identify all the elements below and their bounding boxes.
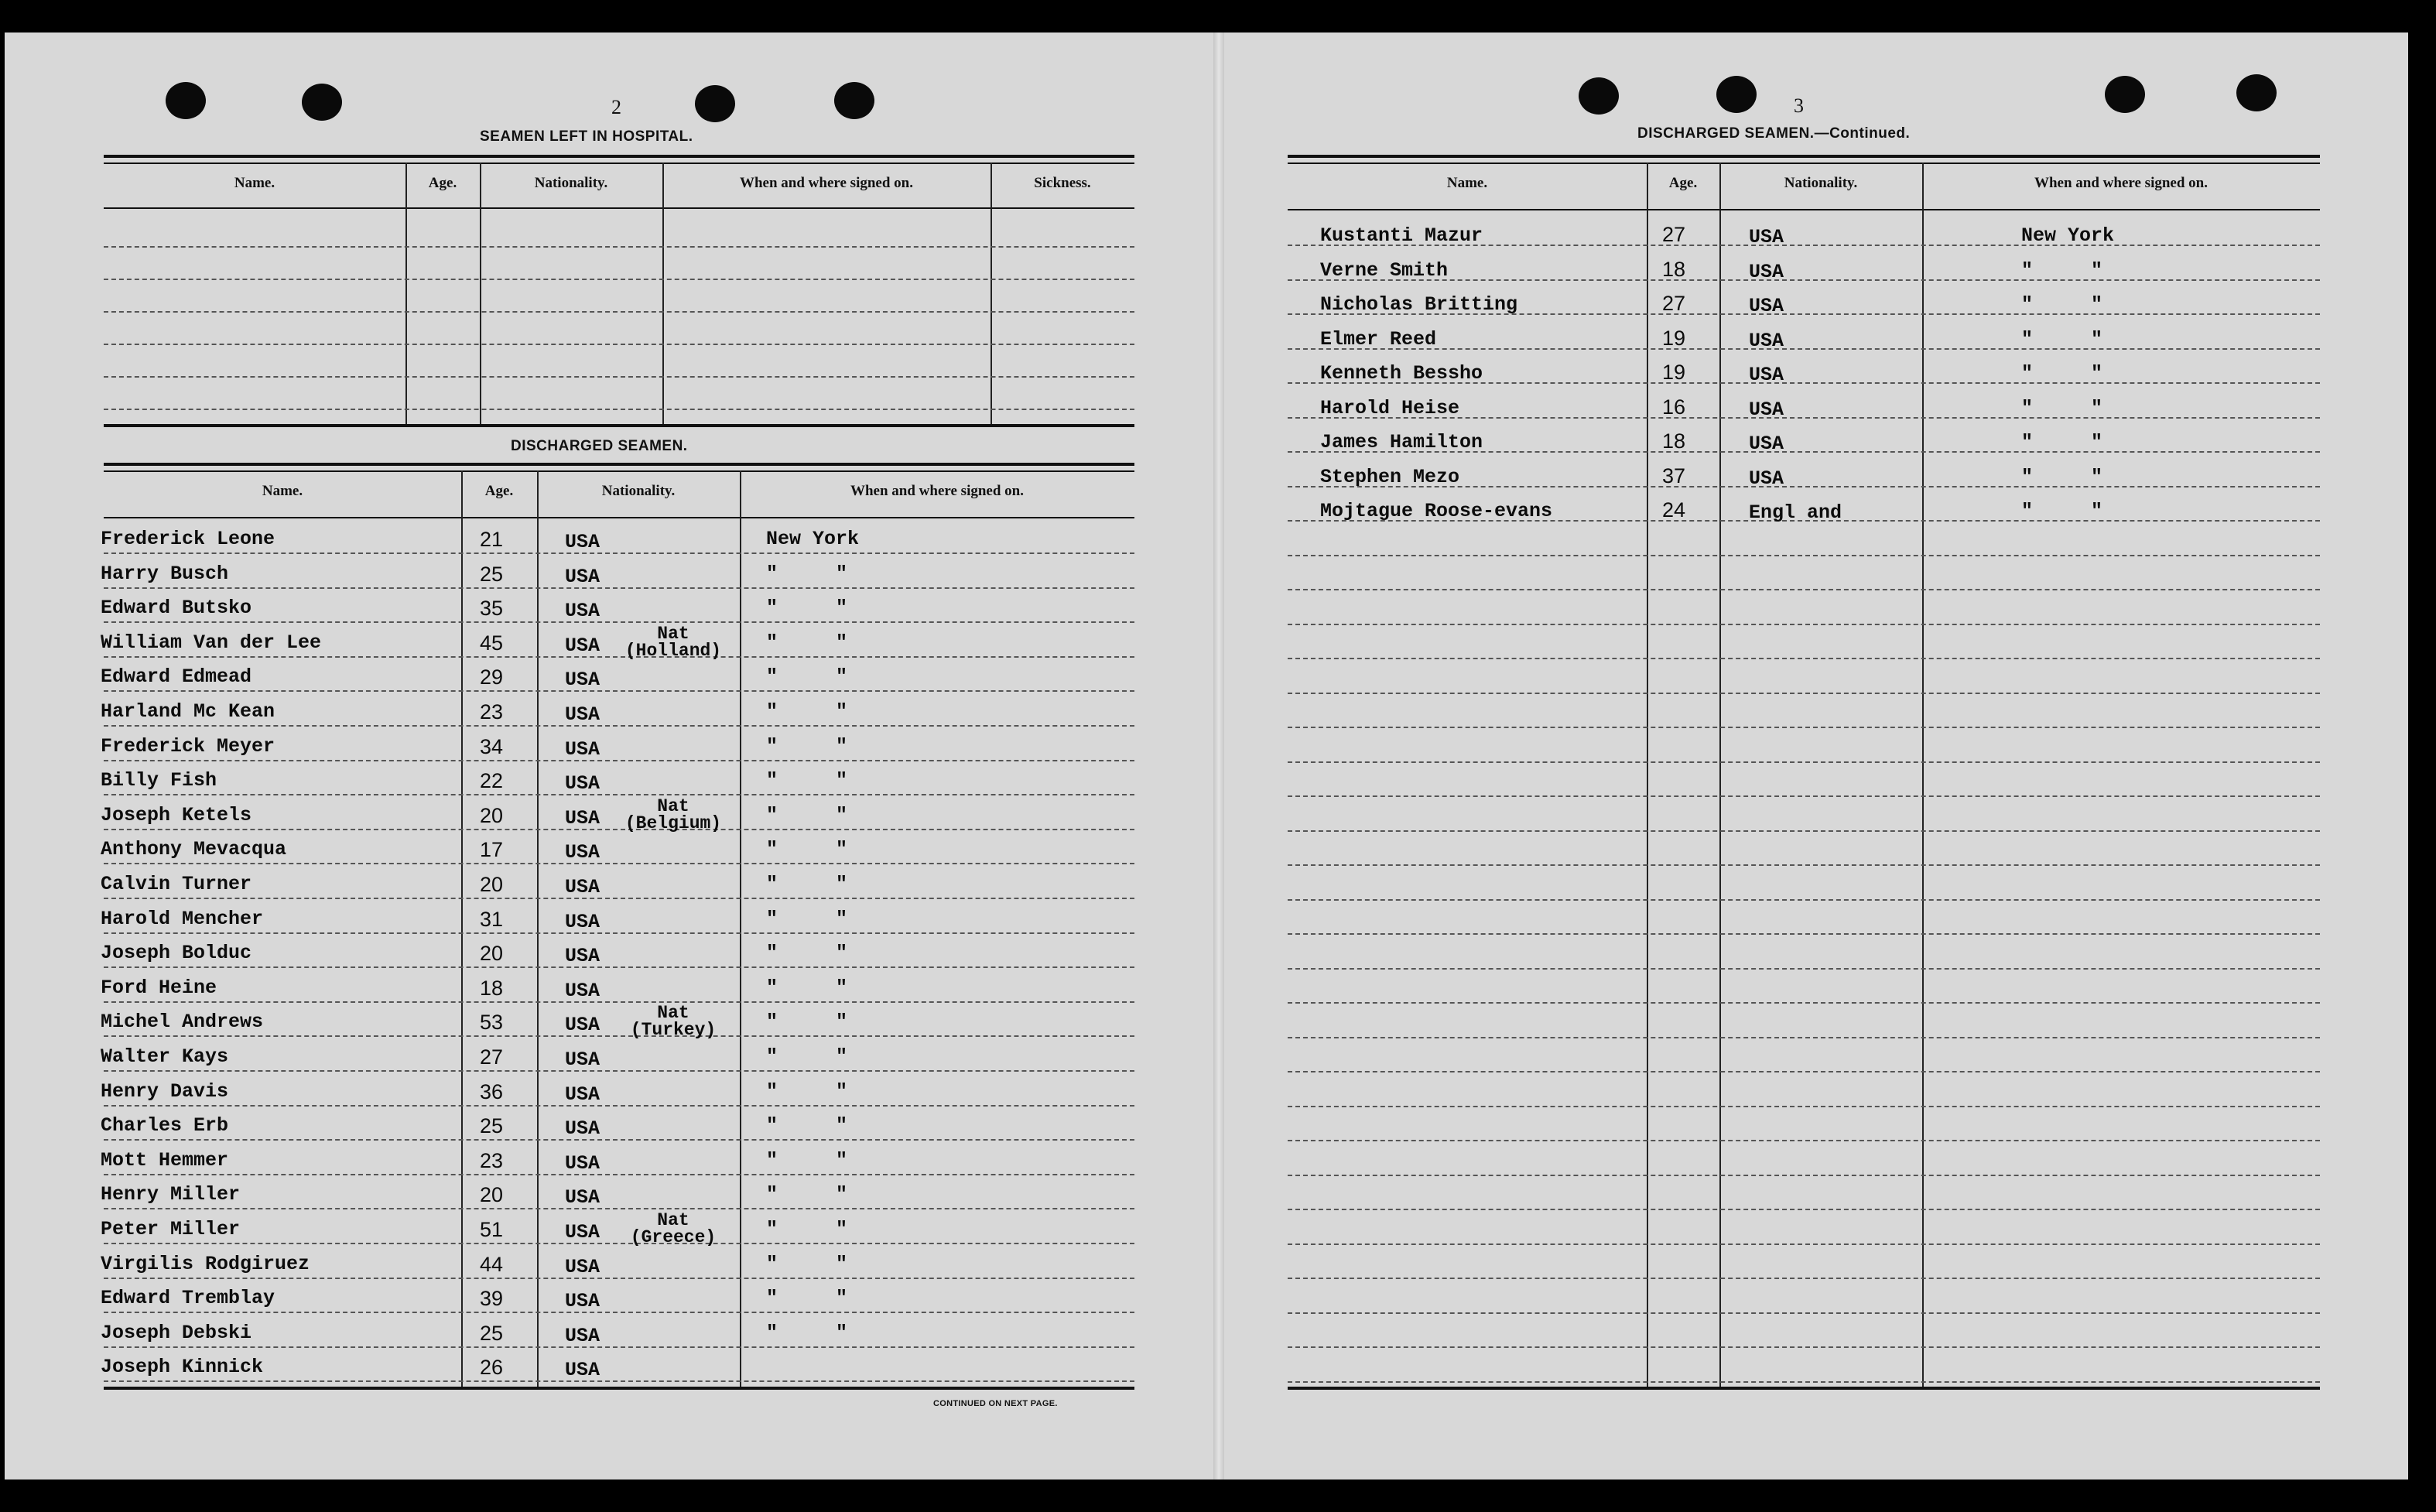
row-line [1288,589,2320,590]
seaman-age: 25 [480,1114,504,1137]
seaman-nationality: USA [1749,330,1784,352]
seaman-nationality: USA [565,945,600,967]
signed-on: " " [2021,259,2103,282]
seaman-name: Calvin Turner [101,873,252,895]
row-line [1288,830,2320,832]
row-line [104,863,1134,864]
signed-on: " " [766,563,848,585]
seaman-nationality: USA [565,566,600,588]
seaman-nationality: USA [565,531,600,553]
column-header: When and where signed on. [2034,175,2208,191]
column-header: Age. [1668,175,1698,191]
signed-on: " " [766,769,848,792]
punch-hole [1579,77,1619,115]
seaman-name: Joseph Debski [101,1322,252,1344]
seaman-name: Michel Andrews [101,1011,264,1033]
seaman-nationality: USA [1749,399,1784,421]
page-number: 2 [611,96,621,118]
rule [104,162,1134,164]
row-line [104,1174,1134,1175]
seaman-nationality: USA [565,807,600,830]
seaman-age: 20 [480,873,504,896]
row-line [104,1105,1134,1107]
row-line [104,344,1134,345]
seaman-nationality: USA [565,1186,600,1209]
seaman-nationality: USA [565,772,600,795]
seaman-age: 19 [1662,327,1686,350]
row-line [1288,1037,2320,1038]
signed-on: " " [766,1322,848,1344]
column-header: When and where signed on. [850,483,1024,499]
seaman-age: 23 [480,1149,504,1172]
seaman-name: Kustanti Mazur [1320,224,1483,247]
seaman-age: 26 [480,1356,504,1379]
punch-hole [302,84,342,121]
column-divider [1647,162,1648,1388]
column-header: Nationality. [534,175,608,191]
seaman-name: Walter Kays [101,1045,229,1068]
row-line [1288,761,2320,763]
row-line [104,898,1134,899]
signed-on: " " [766,838,848,860]
seaman-age: 27 [1662,223,1686,246]
column-header: Age. [484,483,514,499]
signed-on: " " [2021,397,2103,419]
seaman-nationality: USA [565,1221,600,1243]
seaman-age: 51 [480,1218,504,1241]
seaman-nationality: USA [565,600,600,622]
signed-on: " " [766,1287,848,1309]
seaman-age: 25 [480,1322,504,1345]
seaman-nationality: USA [565,1325,600,1347]
seaman-nationality: USA [565,1014,600,1036]
row-line [104,725,1134,727]
signed-on: " " [2021,431,2103,453]
seaman-nationality: USA [565,1083,600,1106]
seaman-name: Kenneth Bessho [1320,362,1483,385]
signed-on: " " [766,735,848,758]
row-line [1288,1140,2320,1141]
signed-on: " " [766,1080,848,1103]
naturalization-note: Nat (Belgium) [624,796,722,833]
seaman-age: 34 [480,735,504,758]
seaman-name: Peter Miller [101,1218,241,1240]
document-sheet [5,32,2408,1480]
seaman-age: 20 [480,942,504,965]
row-line [1288,1002,2320,1004]
rule [104,517,1134,518]
seaman-age: 53 [480,1011,504,1034]
row-line [104,1380,1134,1382]
signed-on: " " [766,1253,848,1275]
column-divider [1922,162,1924,1388]
column-divider [662,162,664,426]
signed-on: " " [2021,362,2103,385]
rule [104,424,1134,427]
seaman-nationality: USA [565,980,600,1002]
seaman-nationality: USA [1749,364,1784,386]
seaman-name: Mojtague Roose-evans [1320,500,1553,522]
continued-note: CONTINUED ON NEXT PAGE. [933,1399,1058,1408]
seaman-age: 45 [480,631,504,655]
rule [1288,1387,2320,1390]
row-line [104,279,1134,280]
seaman-nationality: USA [565,1117,600,1140]
seaman-name: Joseph Kinnick [101,1356,264,1378]
column-divider [1719,162,1721,1388]
seaman-age: 21 [480,528,504,551]
row-line [104,1001,1134,1003]
column-divider [740,470,741,1388]
rule [104,207,1134,209]
seaman-age: 35 [480,597,504,620]
punch-hole [1716,76,1757,113]
seaman-name: Harold Mencher [101,908,264,930]
seaman-age: 18 [480,977,504,1000]
seaman-age: 18 [1662,258,1686,281]
seaman-name: Virgilis Rodgiruez [101,1253,310,1275]
rule [104,470,1134,472]
discharged-section-title: DISCHARGED SEAMEN. [511,438,688,454]
seaman-nationality: USA [1749,433,1784,455]
row-line [1288,1175,2320,1176]
row-line [1288,1312,2320,1314]
row-line [104,966,1134,968]
seaman-age: 16 [1662,395,1686,419]
signed-on: New York [2021,224,2115,247]
column-divider [480,162,481,426]
column-header: Age. [428,175,457,191]
seaman-nationality: USA [1749,467,1784,490]
seaman-name: Joseph Ketels [101,804,252,826]
row-line [104,552,1134,554]
signed-on: " " [766,1149,848,1172]
seaman-nationality: USA [565,738,600,761]
seaman-age: 20 [480,804,504,827]
seaman-age: 29 [480,665,504,689]
row-line [104,1139,1134,1141]
row-line [1288,693,2320,694]
row-line [1288,864,2320,866]
seaman-age: 23 [480,700,504,724]
row-line [1288,1106,2320,1107]
seaman-nationality: USA [565,703,600,726]
signed-on: " " [766,1011,848,1033]
naturalization-note: Nat (Holland) [624,624,722,661]
seaman-name: Elmer Reed [1320,328,1437,351]
row-line [104,690,1134,692]
signed-on: " " [766,597,848,619]
seaman-nationality: USA [565,1048,600,1071]
seaman-nationality: USA [1749,295,1784,317]
seaman-age: 37 [1662,464,1686,487]
row-line [1288,348,2320,350]
punch-hole [2105,76,2145,113]
row-line [104,1312,1134,1313]
punch-hole [166,82,206,119]
hospital-section-title: SEAMEN LEFT IN HOSPITAL. [480,128,693,145]
seaman-name: Verne Smith [1320,259,1449,282]
signed-on: " " [766,700,848,723]
signed-on: " " [766,665,848,688]
row-line [104,587,1134,589]
row-line [1288,1209,2320,1210]
row-line [104,1346,1134,1348]
column-header: Name. [262,483,303,499]
seaman-age: 22 [480,769,504,792]
seaman-name: Nicholas Britting [1320,293,1518,316]
rule [104,463,1134,466]
page-fold [1213,32,1224,1480]
naturalization-note: Nat (Turkey) [630,1003,717,1040]
signed-on: " " [766,1183,848,1206]
seaman-nationality: USA [565,1290,600,1312]
seaman-name: Anthony Mevacqua [101,838,287,860]
seaman-name: Edward Tremblay [101,1287,275,1309]
seaman-name: Mott Hemmer [101,1149,229,1172]
punch-hole [2236,74,2277,111]
row-line [1288,968,2320,970]
seaman-name: Henry Miller [101,1183,241,1206]
column-divider [990,162,992,426]
row-line [1288,555,2320,556]
seaman-age: 19 [1662,361,1686,384]
seaman-age: 18 [1662,429,1686,453]
column-header: Nationality. [1784,175,1858,191]
seaman-age: 27 [480,1045,504,1069]
seaman-nationality: USA [565,911,600,933]
seaman-name: Harold Heise [1320,397,1460,419]
row-line [104,1070,1134,1072]
column-header: Nationality. [601,483,676,499]
signed-on: New York [766,528,860,550]
seaman-name: Stephen Mezo [1320,466,1460,488]
seaman-name: Ford Heine [101,977,217,999]
row-line [104,311,1134,313]
seaman-age: 17 [480,838,504,861]
seaman-age: 36 [480,1080,504,1103]
discharged-continued-title: DISCHARGED SEAMEN.—Continued. [1637,125,1911,142]
seaman-nationality: USA [565,669,600,691]
punch-hole [834,82,874,119]
seaman-age: 20 [480,1183,504,1206]
seaman-nationality: USA [565,1359,600,1381]
row-line [104,621,1134,623]
row-line [1288,899,2320,901]
seaman-name: Edward Edmead [101,665,252,688]
seaman-nationality: USA [565,1152,600,1175]
column-header: When and where signed on. [739,175,913,191]
seaman-name: Harry Busch [101,563,229,585]
signed-on: " " [766,1114,848,1137]
rule [1288,162,2320,164]
rule [104,155,1134,158]
row-line [104,794,1134,795]
seaman-age: 39 [480,1287,504,1310]
seaman-name: Harland Mc Kean [101,700,275,723]
signed-on: " " [766,631,848,654]
signed-on: " " [766,908,848,930]
row-line [104,932,1134,934]
page-number: 3 [1794,94,1804,117]
seaman-name: James Hamilton [1320,431,1483,453]
seaman-name: Frederick Meyer [101,735,275,758]
row-line [1288,1071,2320,1072]
signed-on: " " [2021,500,2103,522]
signed-on: " " [2021,466,2103,488]
signed-on: " " [766,977,848,999]
naturalization-note: Nat (Greece) [630,1210,717,1247]
row-line [1288,933,2320,935]
row-line [1288,624,2320,625]
column-header: Name. [1446,175,1488,191]
seaman-name: Billy Fish [101,769,217,792]
seaman-name: Joseph Bolduc [101,942,252,964]
seaman-nationality: USA [565,1256,600,1278]
row-line [1288,1346,2320,1348]
row-line [1288,1278,2320,1279]
signed-on: " " [2021,328,2103,351]
seaman-nationality: USA [1749,261,1784,283]
seaman-name: William Van der Lee [101,631,322,654]
seaman-age: 24 [1662,498,1686,522]
column-header: Sickness. [1034,175,1091,191]
seaman-name: Henry Davis [101,1080,229,1103]
row-line [104,760,1134,761]
seaman-nationality: USA [565,876,600,898]
seaman-age: 44 [480,1253,504,1276]
signed-on: " " [766,1045,848,1068]
signed-on: " " [766,804,848,826]
row-line [1288,727,2320,728]
row-line [1288,795,2320,797]
row-line [104,409,1134,410]
row-line [104,1208,1134,1209]
rule [1288,155,2320,158]
seaman-name: Frederick Leone [101,528,275,550]
seaman-name: Edward Butsko [101,597,252,619]
signed-on: " " [2021,293,2103,316]
seaman-age: 27 [1662,292,1686,315]
punch-hole [695,85,735,122]
row-line [1288,1381,2320,1383]
signed-on: " " [766,873,848,895]
row-line [104,246,1134,248]
seaman-age: 25 [480,563,504,586]
seaman-nationality: USA [565,841,600,864]
column-divider [461,470,463,1388]
column-divider [537,470,539,1388]
row-line [104,1278,1134,1279]
rule [1288,209,2320,210]
seaman-name: Charles Erb [101,1114,229,1137]
seaman-age: 31 [480,908,504,931]
signed-on: " " [766,1218,848,1240]
seaman-nationality: USA [565,635,600,657]
row-line [1288,1243,2320,1245]
seaman-nationality: Engl and [1749,501,1842,524]
column-divider [405,162,407,426]
signed-on: " " [766,942,848,964]
column-header: Name. [234,175,275,191]
rule [104,1387,1134,1390]
seaman-nationality: USA [1749,226,1784,248]
row-line [104,376,1134,378]
row-line [1288,658,2320,659]
